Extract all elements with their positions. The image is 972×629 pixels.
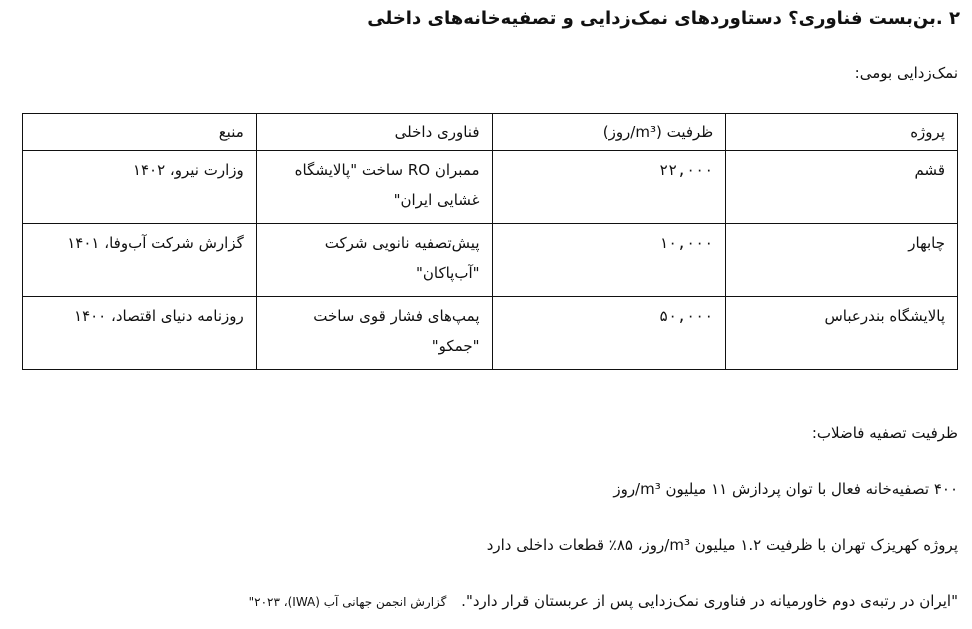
wastewater-line-plants: ۴۰۰ تصفیه‌خانه فعال با توان پردازش ۱۱ میلیون m³/روز	[613, 480, 958, 498]
cell-source: روزنامه دنیای اقتصاد، ۱۴۰۰	[23, 297, 257, 370]
cell-capacity: ۵۰,۰۰۰	[492, 297, 726, 370]
column-header-source: منبع	[23, 114, 257, 151]
cell-technology: پمپ‌های فشار قوی ساخت "جمکو"	[256, 297, 492, 370]
cell-project: پالایشگاه بندرعباس	[726, 297, 958, 370]
table-header-row	[23, 114, 958, 151]
column-header-capacity: ظرفیت (m³/روز)	[492, 114, 726, 151]
wastewater-line-kahrizak: پروژه کهریزک تهران با ظرفیت ۱.۲ میلیون m³/روز، ۸۵٪ قطعات داخلی دارد	[486, 536, 958, 554]
cell-source: وزارت نیرو، ۱۴۰۲	[23, 151, 257, 224]
desalination-projects-table	[22, 113, 958, 370]
column-header-project: پروژه	[726, 114, 958, 151]
quote-source: گزارش انجمن جهانی آب (IWA)، ۲۰۲۳"	[248, 595, 447, 609]
cell-source: گزارش شرکت آب‌وفا، ۱۴۰۱	[23, 224, 257, 297]
table-row	[23, 151, 958, 224]
cell-project: قشم	[726, 151, 958, 224]
column-header-technology: فناوری داخلی	[256, 114, 492, 151]
cell-technology: ممبران RO ساخت "پالایشگاه غشایی ایران"	[256, 151, 492, 224]
cell-capacity: ۲۲,۰۰۰	[492, 151, 726, 224]
cell-project: چابهار	[726, 224, 958, 297]
table-row	[23, 224, 958, 297]
wastewater-title: ظرفیت تصفیه فاضلاب:	[811, 424, 958, 442]
table-row	[23, 297, 958, 370]
native-desalination-subheading: نمک‌زدایی بومی:	[854, 64, 958, 82]
section-heading: ۲ .بن‌بست فناوری؟ دستاوردهای نمک‌زدایی و تصفیه‌خانه‌های داخلی	[367, 8, 960, 29]
cell-technology: پیش‌تصفیه نانویی شرکت "آب‌پاکان"	[256, 224, 492, 297]
cell-capacity: ۱۰,۰۰۰	[492, 224, 726, 297]
quote-text: "ایران در رتبه‌ی دوم خاورمیانه در فناوری نمک‌زدایی پس از عربستان قرار دارد".	[461, 592, 958, 610]
quote-line	[249, 592, 958, 610]
